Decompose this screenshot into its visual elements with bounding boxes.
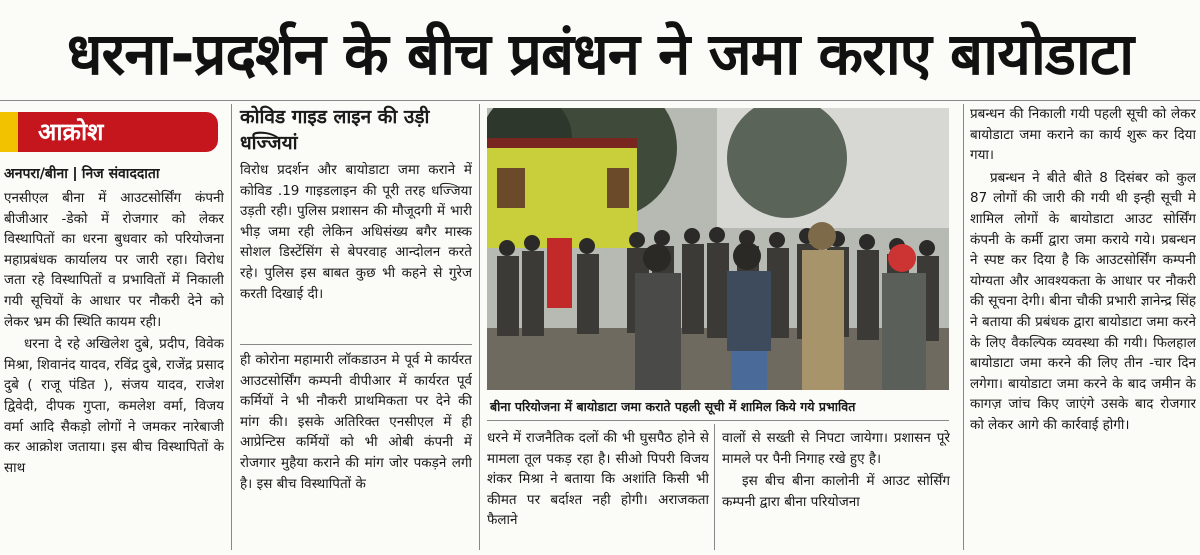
column-divider-4 [963,104,964,550]
photo-caption: बीना परियोजना में बायोडाटा जमा कराते पहली सूची में शामिल किये गये प्रभावित [490,399,856,414]
column-divider-1 [231,104,232,550]
byline-place: अनपरा/बीना [4,166,68,182]
crowd-photo-illustration [487,108,949,390]
column-2-top [240,160,472,340]
column-4 [722,428,950,550]
col2-top-paragraph: विरोध प्रदर्शन और बायोडाटा जमा कराने में कोविड .19 गाइडलाइन की पूरी तरह धज्जिया उड़ती रही। पुलिस प्रशासन की मौजूदगी में भारी भीड़ जमा रही लेकिन अधिसंख्य बगैर मास्क सोशल डिस्टेंसिंग से बेपरवाह आन्दोलन करते रहे। पुलिस इस बाबत कुछ भी कहने से गुरेज करती दिखाई दी। [240,162,472,302]
column-3 [487,428,709,550]
col5-paragraph-2: प्रबन्धन ने बीते बीते 8 दिसंबर को कुल 87 लोगों की जारी की गयी थी इन्ही सूची मे शामिल लोगों के बायोडाटा आउट सोर्सिंग कंपनी के कर्मी द्वारा जमा कराये गये। प्रबन्धन ने स्पष्ट कर दिया है कि आउटसोर्सिंग कम्पनी योग्यता और आवश्यकता के आधार पर नौकरी की सूचना देगी। बीना चौकी प्रभारी ज्ञानेन्द्र सिंह ने बताया की प्रबंधक द्वारा बायोडाटा जमा करने के लिए वैकल्पिक व्यवस्था की गयी। फिलहाल बायोडाटा जमा करने की लिए तीन -चार दिन लगेगा। बायोडाटा जमा करने के बाद जमीन के कागज़ जांच किए जाएंगे उसके बाद रोजगार को लेकर आगे की कार्रवाई होगी। [970,169,1196,433]
section-badge: आक्रोश [18,112,218,152]
byline [4,164,224,183]
byline-separator [74,167,76,181]
column-divider-3 [714,424,715,550]
headline: धरना-प्रदर्शन के बीच प्रबंधन ने जमा कराए बायोडाटा [66,20,1134,88]
column-2-divider [240,344,472,345]
column-1 [4,188,224,548]
badge-stripe [0,112,18,152]
news-photo [487,108,949,390]
caption-rule [487,420,949,421]
headline-rule [0,100,1200,101]
col5-paragraph-1: प्रबन्धन की निकाली गयी पहली सूची को लेकर बायोडाटा जमा कराने का कार्य शुरू कर दिया गया। [970,106,1196,164]
column-2-subhead: कोविड गाइड लाइन की उड़ी धज्जियां [240,106,430,154]
byline-reporter: निज संवाददाता [81,166,160,182]
column-2-bottom [240,350,472,550]
col4-paragraph-1: वालों से सख्ती से निपटा जायेगा। प्रशासन पूरे मामले पर पैनी निगाह रखे हुए है। [722,430,950,467]
col1-paragraph-2: धरना दे रहे अखिलेश दुबे, प्रदीप, विवेक मिश्रा, शिवानंद यादव, रविंद्र दुबे, राजेंद्र प्रसाद दुबे ( राजू पंडित ), संजय यादव, राजेश द्विवेदी, दीपक गुप्ता, कमलेश वर्मा, विजय वर्मा आदि सैकड़ो लोगों ने जमकर नारेबाजी कर आक्रोश जताया। इस बीच विस्थापितों के साथ [4,336,224,476]
col4-paragraph-2: इस बीच बीना कालोनी में आउट सोर्सिंग कम्पनी द्वारा बीना परियोजना [722,473,950,510]
col1-paragraph-1: एनसीएल बीना में आउटसोर्सिंग कंपनी बीजीआर -डेको में रोजगार को लेकर विस्थापितों का धरना बुधवार को परियोजना महाप्रबंधक कार्यालय पर जारी रहा। विरोध जता रहे विस्थापितों व प्रभावितों में निकाली गयी सूचियों के आधार पर नौकरी देने को लेकर भ्रम की स्थिति कायम रही। [4,190,224,330]
col3-paragraph: धरने में राजनैतिक दलों की भी घुसपैठ होने से मामला तूल पकड़ रहा है। सीओ पिपरी विजय शंकर मिश्रा ने बताया कि अशांति किसी भी कीमत पर बर्दाश्त नही होगी। अराजकता फैलाने [487,430,709,529]
col2-bottom-paragraph: ही कोरोना महामारी लॉकडाउन मे पूर्व मे कार्यरत आउटसोर्सिंग कम्पनी वीपीआर में कार्यरत पूर्व कर्मियों ने भी नौकरी प्राथमिकता पर देने की मांग की। इसके अतिरिक्त एनसीएल में ही आप्रेन्टिस कर्मियों को भी ओबी कंपनी में रोजगार मुहैया कराने की मांग जोर पकड़ने लगी है। इस बीच विस्थापितों के [240,352,472,492]
column-divider-2 [479,104,480,550]
column-5 [970,104,1196,550]
